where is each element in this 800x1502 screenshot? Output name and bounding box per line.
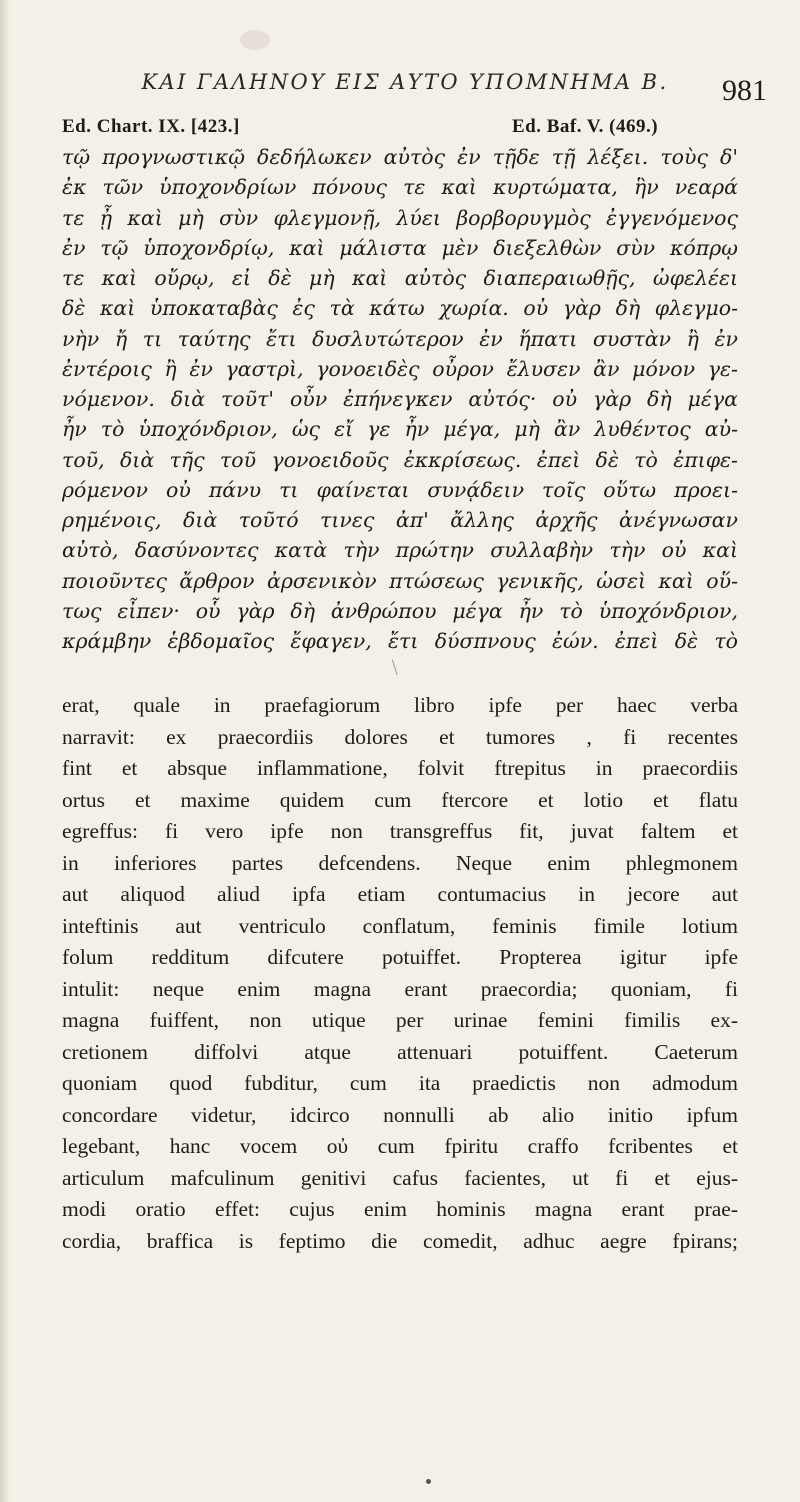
latin-line: egreffus: fi vero ipfe non transgreffus fit, juvat faltem et <box>62 819 738 843</box>
latin-line: narravit: ex praecordiis dolores et tumores , fi recentes <box>62 724 738 749</box>
greek-line: δὲ καὶ ὑποκαταβὰς ἐς τὰ κάτω χωρία. οὐ γὰρ δὴ φλεγμο- <box>62 296 738 321</box>
latin-line: inteftinis aut ventriculo conflatum, feminis fimile lotium <box>62 913 738 938</box>
latin-line: articulum mafculinum genitivi cafus facientes, ut fi et ejus- <box>62 1165 738 1190</box>
scan-edge-shadow <box>0 0 10 1502</box>
latin-line: magna fuiffent, non utique per urinae femini fimilis ex- <box>62 1008 738 1032</box>
greek-text-block <box>62 142 738 656</box>
print-smudge <box>240 30 270 50</box>
greek-line: αὐτὸ, δασύνοντες κατὰ τὴν πρώτην συλλαβὴν τὴν οὐ καὶ <box>62 538 738 563</box>
greek-line: ἐντέροις ἢ ἐν γαστρὶ, γονοειδὲς οὖρον ἔλυσεν ἂν μόνον γε- <box>62 356 738 381</box>
greek-line: ἐν τῷ ὑποχονδρίῳ, καὶ μάλιστα μὲν διεξελθὼν σὺν κόπρῳ <box>62 235 738 260</box>
page-number: 981 <box>722 74 767 107</box>
greek-line: τοῦ, διὰ τῆς τοῦ γονοειδοῦς ἐκκρίσεως. ἐπεὶ δὲ τὸ ἐπιφε- <box>62 447 738 472</box>
edition-ref-chart: Ed. Chart. IX. [423.] <box>62 116 240 137</box>
greek-line: νὴν ἤ τι ταύτης ἔτι δυσλυτώτερον ἐν ἥπατι συστὰν ἢ ἐν <box>62 326 738 351</box>
latin-line: legebant, hanc vocem οὐ cum fpiritu craffo fcribentes et <box>62 1134 738 1158</box>
edition-references <box>0 116 800 142</box>
latin-line: ortus et maxime quidem cum ftercore et lotio et flatu <box>62 787 738 812</box>
greek-line: τε καὶ οὔρῳ, εἰ δὲ μὴ καὶ αὐτὸς διαπεραιωθῇς, ὠφελέει <box>62 266 738 290</box>
latin-line: quoniam quod fubditur, cum ita praedictis non admodum <box>62 1071 738 1095</box>
greek-line: ρημένοις, διὰ τοῦτό τινες ἀπ' ἄλλης ἀρχῆς ἀνέγνωσαν <box>62 508 738 532</box>
latin-line: aut aliquod aliud ipfa etiam contumacius in jecore aut <box>62 882 738 906</box>
running-head <box>0 62 800 107</box>
latin-line: in inferiores partes defcendens. Neque enim phlegmonem <box>62 850 738 875</box>
latin-line: concordare videtur, idcirco nonnulli ab alio initio ipfum <box>62 1102 738 1127</box>
greek-line: νόμενον. διὰ τοῦτ' οὖν ἐπήνεγκεν αὐτός· οὐ γὰρ δὴ μέγα <box>62 387 738 411</box>
running-title: ΚΑΙ ΓΑΛΗΝΟΥ ΕΙΣ ΑΥΤΟ ΥΠΟΜΝΗΜΑ Β. <box>141 70 669 94</box>
greek-line: ἦν τὸ ὑποχόνδριον, ὡς εἴ γε ἦν μέγα, μὴ ἂν λυθέντος αὐ- <box>62 417 738 442</box>
greek-line: ποιοῦντες ἄρθρον ἀρσενικὸν πτώσεως γενικῆς, ὡσεὶ καὶ οὕ- <box>62 568 738 593</box>
edition-ref-basel: Ed. Baf. V. (469.) <box>512 116 659 137</box>
latin-line: modi oratio effet: cujus enim hominis magna erant prae- <box>62 1197 738 1221</box>
greek-line: ἐκ τῶν ὑποχονδρίων πόνους τε καὶ κυρτώματα, ἣν νεαρά <box>62 175 738 200</box>
greek-line: τε ᾖ καὶ μὴ σὺν φλεγμονῇ, λύει βορβορυγμὸς ἐγγενόμενος <box>62 205 738 230</box>
latin-line: fint et absque inflammatione, folvit ftrepitus in praecordiis <box>62 756 738 780</box>
greek-line: τῷ προγνωστικῷ δεδήλωκεν αὐτὸς ἐν τῇδε τῇ λέξει. τοὺς δ' <box>62 145 738 169</box>
greek-line: ρόμενον οὐ πάνυ τι φαίνεται συνᾴδειν τοῖς οὕτω προει- <box>62 477 738 502</box>
latin-text-block <box>62 690 738 1257</box>
pencil-mark <box>392 657 406 675</box>
latin-line: folum redditum difcutere potuiffet. Propterea igitur ipfe <box>62 945 738 969</box>
latin-line: cretionem diffolvi atque attenuari potuiffent. Caeterum <box>62 1039 738 1064</box>
greek-line: τως εἶπεν· οὗ γὰρ δὴ ἀνθρώπου μέγα ἦν τὸ ὑποχόνδριον, <box>62 598 738 623</box>
latin-line: erat, quale in praefagiorum libro ipfe per haec verba <box>62 693 738 717</box>
ink-dot <box>426 1479 431 1484</box>
greek-line: κράμβην ἑβδομαῖος ἔφαγεν, ἔτι δύσπνους ἐών. ἐπεὶ δὲ τὸ <box>62 629 738 653</box>
latin-line: cordia, braffica is feptimo die comedit, adhuc aegre fpirans; <box>62 1228 738 1253</box>
latin-line: intulit: neque enim magna erant praecordia; quoniam, fi <box>62 976 738 1001</box>
